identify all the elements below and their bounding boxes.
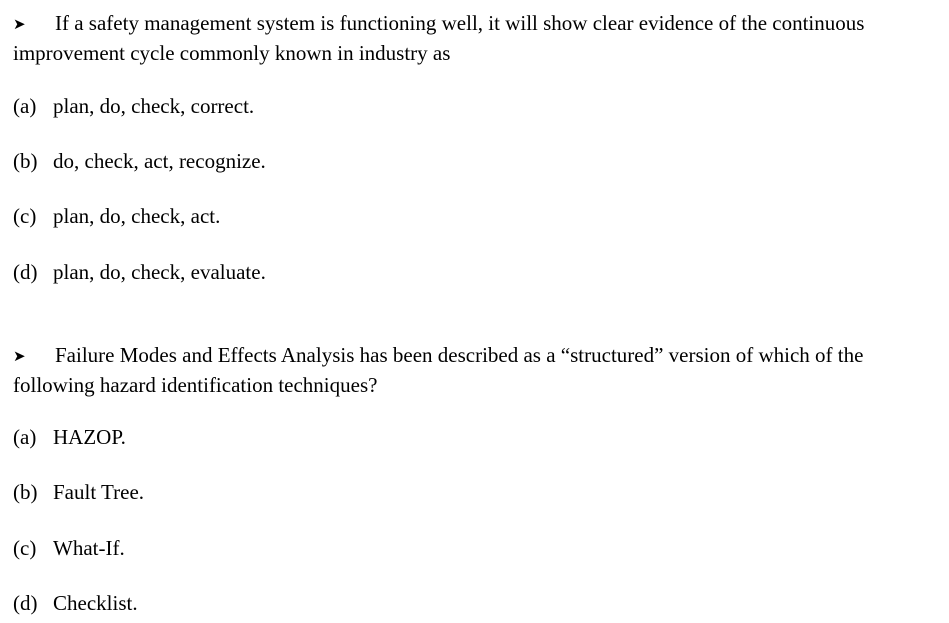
question-1-option-b [13, 147, 266, 175]
option-text: plan, do, check, correct. [53, 94, 255, 118]
question-2-option-a [13, 423, 126, 451]
question-1-text: If a safety management system is functioning well, it will show clear evidence of the continuous improvement cycle commonly known in industry as [13, 11, 865, 65]
option-letter: (b) [13, 149, 38, 173]
option-letter: (d) [13, 591, 38, 615]
option-text: Checklist. [53, 591, 138, 615]
question-1 [13, 9, 947, 67]
arrow-bullet-icon: ➤ [13, 17, 26, 33]
question-2-option-d [13, 589, 138, 617]
question-2-text: Failure Modes and Effects Analysis has been described as a “structured” version of which of the following hazard identification techniques? [13, 343, 864, 397]
option-letter: (b) [13, 480, 38, 504]
question-1-option-a [13, 92, 254, 120]
question-2 [13, 341, 947, 399]
option-letter: (a) [13, 425, 37, 449]
option-letter: (c) [13, 536, 37, 560]
option-text: HAZOP. [53, 425, 126, 449]
option-text: plan, do, check, act. [53, 204, 221, 228]
arrow-bullet-icon: ➤ [13, 349, 26, 365]
question-1-option-c [13, 202, 220, 230]
option-text: What-If. [53, 536, 125, 560]
question-2-option-c [13, 534, 125, 562]
question-1-option-d [13, 258, 266, 286]
option-text: plan, do, check, evaluate. [53, 260, 266, 284]
option-letter: (c) [13, 204, 37, 228]
option-letter: (a) [13, 94, 37, 118]
option-letter: (d) [13, 260, 38, 284]
option-text: do, check, act, recognize. [53, 149, 266, 173]
question-2-option-b [13, 478, 144, 506]
option-text: Fault Tree. [53, 480, 145, 504]
